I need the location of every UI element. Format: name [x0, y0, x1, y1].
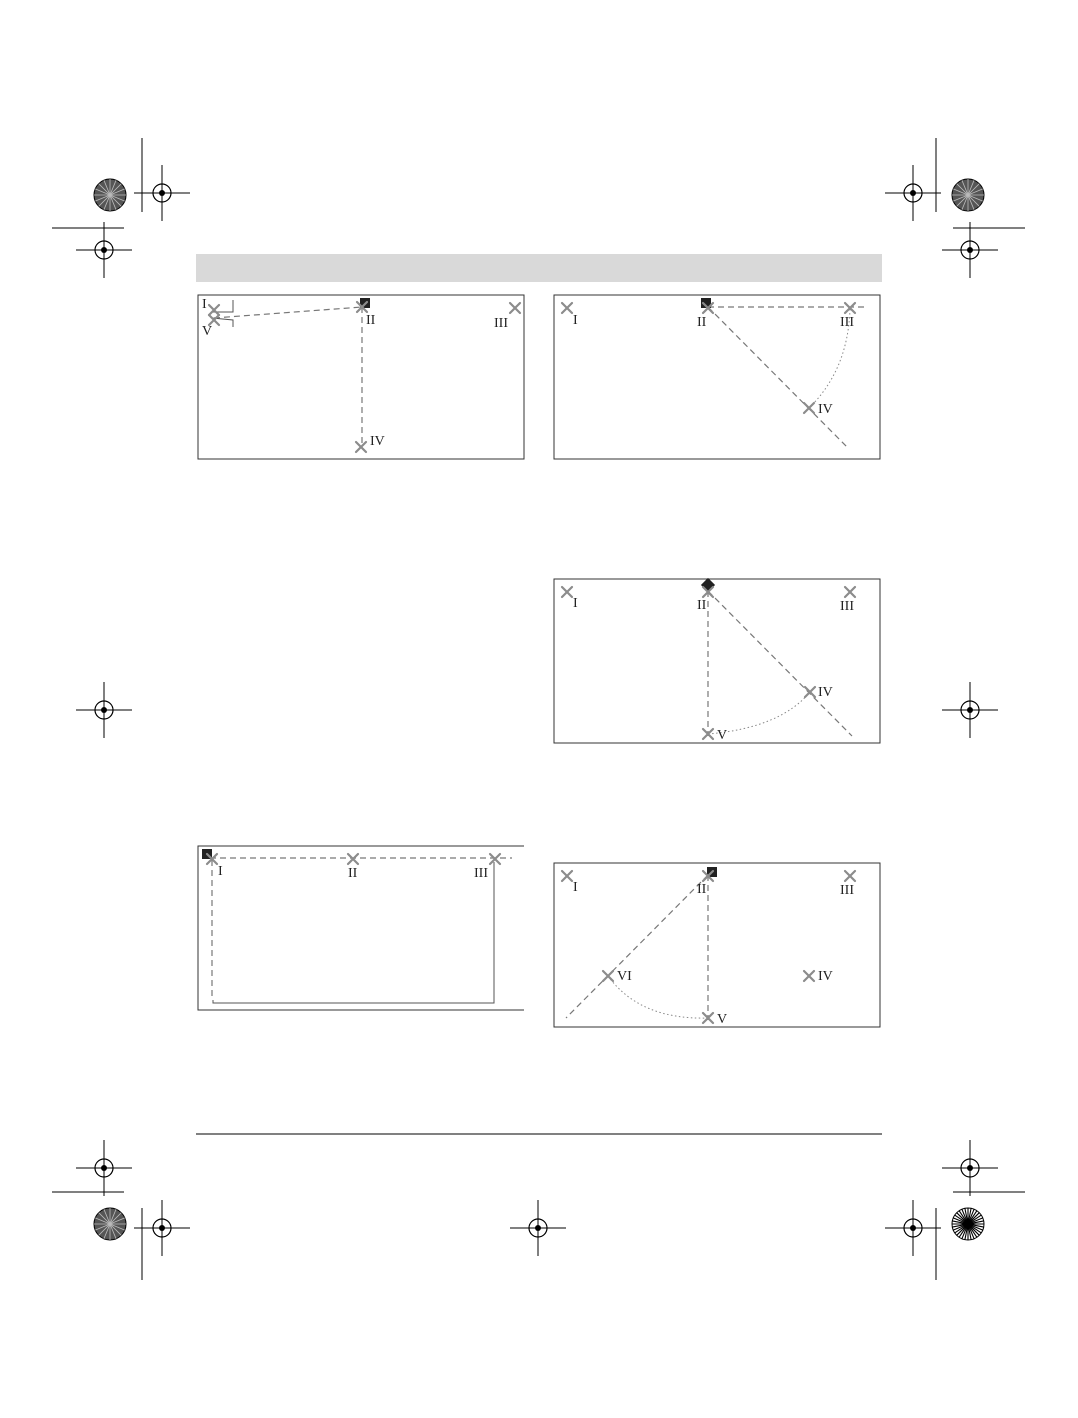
registration-mark-icon: [885, 1200, 941, 1256]
point-label: IV: [370, 434, 385, 449]
point-label: IV: [818, 969, 833, 984]
point-label: II: [697, 882, 707, 897]
point-label: I: [218, 864, 223, 879]
figure-1: [198, 295, 524, 459]
point-label: V: [717, 1012, 728, 1027]
registration-mark-icon: [885, 165, 941, 221]
figure-2: [554, 295, 880, 459]
point-label: IV: [818, 685, 833, 700]
figure-5: [554, 863, 880, 1027]
color-wheel-icon: [952, 179, 984, 211]
header-bar: [196, 254, 882, 282]
point-label: V: [717, 728, 728, 743]
point-label: II: [697, 598, 707, 613]
color-wheel-icon: [94, 179, 126, 211]
point-label: VI: [617, 969, 632, 984]
point-label: III: [474, 866, 488, 881]
point-label: II: [697, 315, 707, 330]
point-label: II: [366, 313, 376, 328]
point-label: I: [573, 313, 578, 328]
figure-4: [198, 846, 524, 1010]
color-wheel-icon: [94, 1208, 126, 1240]
point-label: V: [202, 324, 213, 339]
registration-mark-icon: [510, 1200, 566, 1256]
registration-mark-icon: [76, 682, 132, 738]
point-label: III: [840, 315, 854, 330]
point-label: III: [840, 883, 854, 898]
registration-mark-icon: [942, 222, 998, 278]
registration-mark-icon: [942, 1140, 998, 1196]
registration-mark-icon: [942, 682, 998, 738]
point-label: IV: [818, 402, 833, 417]
figure-3: [554, 578, 880, 743]
point-label: I: [573, 596, 578, 611]
point-label: II: [348, 866, 358, 881]
registration-mark-icon: [76, 222, 132, 278]
point-label: I: [573, 880, 578, 895]
point-label: III: [840, 599, 854, 614]
color-wheel-icon: [952, 1208, 984, 1240]
point-label: III: [494, 316, 508, 331]
point-label: I: [202, 297, 207, 312]
registration-mark-icon: [76, 1140, 132, 1196]
